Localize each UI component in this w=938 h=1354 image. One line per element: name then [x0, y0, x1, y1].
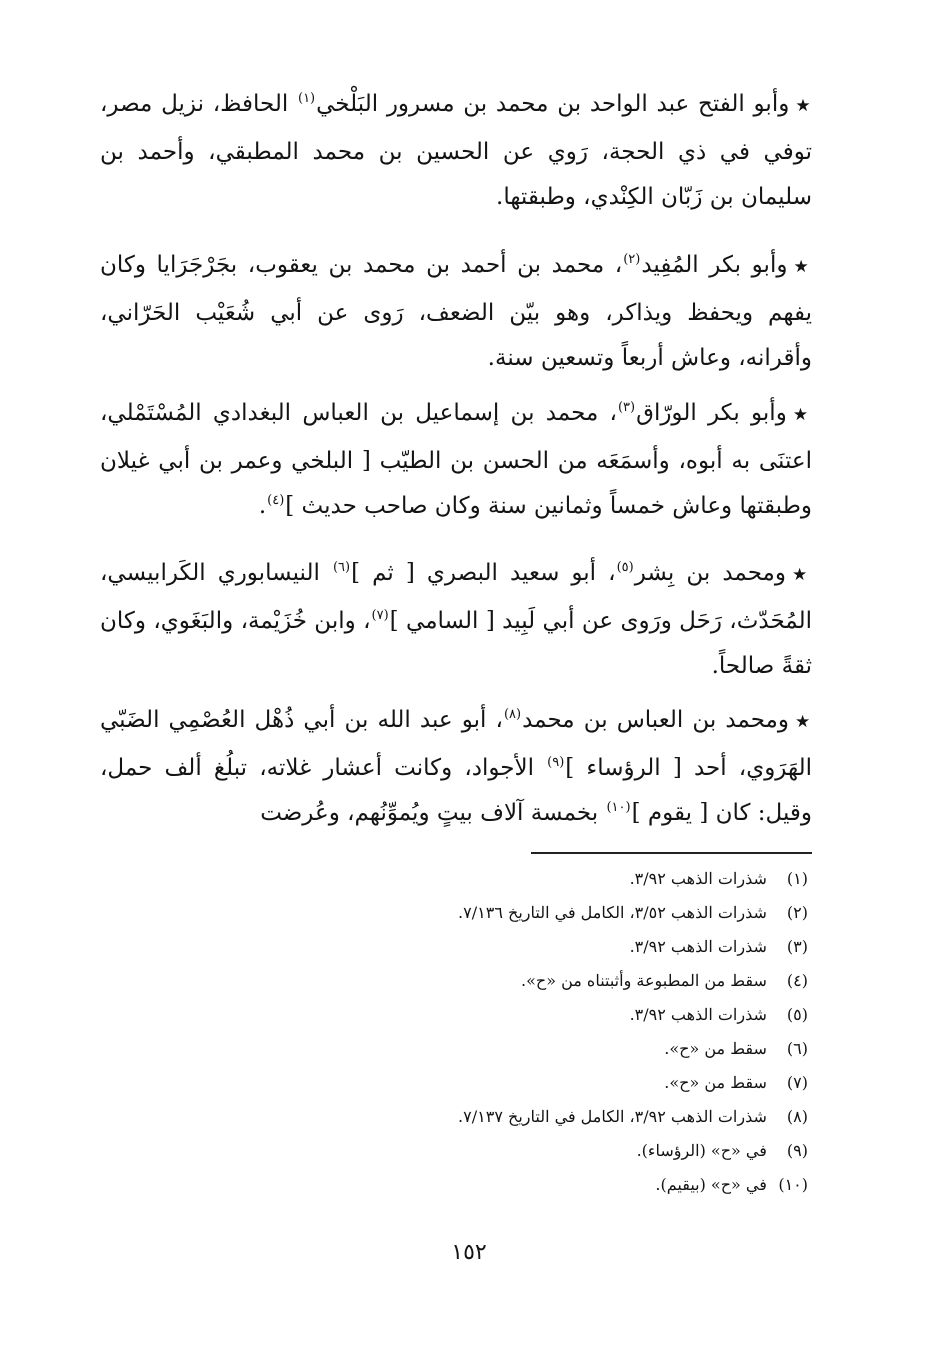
footnote-reference[interactable]: (٨) — [503, 707, 522, 722]
footnote-reference[interactable]: (٥) — [616, 560, 634, 575]
entry-text: النيسابوري الكَرابيسي، المُحَدّث، رَحَل ورَوى عن أبي لَبِيد [ السامي ] — [100, 560, 812, 634]
footnote-number: (٥) — [786, 1005, 808, 1024]
footnote-number: (٦) — [786, 1039, 808, 1058]
footnote-divider — [531, 852, 812, 854]
footnote-text: سقط من المطبوعة وأثبتناه من «ح». — [521, 971, 767, 990]
entry-text: الأجواد، وكانت أعشار غلاته، تبلُغ ألف حمل، وقيل: كان [ يقوم ] — [100, 754, 812, 826]
footnote-number: (٤) — [786, 971, 808, 990]
entry-text: ، وابن خُزَيْمة، والبَغَوي، وكان ثقةً صالحاً. — [100, 607, 812, 679]
footnote-text: شذرات الذهب ٣/٩٢. — [629, 1005, 767, 1024]
footnote-text: في «ح» (بيقيم). — [655, 1175, 767, 1194]
footnote-number: (٢) — [786, 903, 808, 922]
footnote-number: (٧) — [786, 1073, 808, 1092]
footnote-number: (٩) — [786, 1141, 808, 1160]
entry-text: ومحمد بن بِشر — [634, 560, 786, 586]
footnote-reference[interactable]: (٢) — [623, 252, 641, 267]
entry-text: وأبو بكر المُفِيد — [641, 252, 788, 278]
footnote-reference[interactable]: (٧) — [371, 607, 389, 623]
footnote-text: سقط من «ح». — [664, 1039, 767, 1058]
footnote-text: شذرات الذهب ٣/٩٢. — [629, 937, 767, 956]
page-number: ١٥٢ — [451, 1240, 487, 1265]
footnote-item — [248, 1168, 808, 1202]
biography-entry — [100, 551, 812, 690]
footnote-item — [248, 998, 808, 1032]
footnote-item — [248, 1100, 808, 1134]
biography-entry — [100, 698, 812, 837]
footnote-item — [248, 1134, 808, 1168]
footnote-text: شذرات الذهب ٣/٩٢. — [629, 869, 767, 888]
entry-text: بخمسة آلاف بيتٍ ويُموِّنُهم، وعُرضت — [260, 800, 606, 826]
entry-text: ، أبو عبد الله بن أبي ذُهْل العُصْمِي الضَبّي الهَرَوي، أحد [ الرؤساء ] — [100, 707, 812, 781]
footnote-reference[interactable]: (٦) — [332, 560, 351, 575]
entry-text: . — [258, 493, 267, 519]
entry-text: الحافظ، نزيل مصر، توفي في ذي الحجة، رَوي عن الحسين بن محمد المطبقي، وأحمد بن سليمان بن زَبّان الكِنْدي، وطبقتها. — [100, 91, 812, 210]
biography-entry — [100, 243, 812, 382]
entry-text: ، أبو سعيد البصري [ ثم ] — [351, 560, 616, 586]
star-icon: ★ — [792, 565, 812, 585]
footnote-text: في «ح» (الرؤساء). — [636, 1141, 767, 1160]
star-icon: ★ — [793, 257, 812, 277]
footnote-item — [248, 862, 808, 896]
footnote-item — [248, 896, 808, 930]
footnote-item — [248, 1066, 808, 1100]
footnote-text: شذرات الذهب ٣/٥٢، الكامل في التاريخ ٧/١٣٦. — [458, 903, 767, 922]
entry-text: ، محمد بن أحمد بن محمد بن يعقوب، بجَرْجَرَايا وكان يفهم ويحفظ ويذاكر، وهو بيّن الضعف، رَوى عن أبي شُعَيْب الحَرّاني، وأقرانه، وعاش أربعاً وتسعين سنة. — [100, 252, 812, 371]
entry-text: وأبو الفتح عبد الواحد بن محمد بن مسرور البَلْخي — [316, 91, 790, 117]
entry-text: ومحمد بن العباس بن محمد — [522, 707, 789, 733]
footnote-number: (١) — [786, 869, 808, 888]
entry-text: ، محمد بن إسماعيل بن العباس البغدادي المُسْتَمْلي، اعتنَى به أبوه، وأسمَعَه من الحسن بن الطيّب [ البلخي وعمر بن أبي غيلان وطبقتها وعاش خمساً وثمانين سنة وكان صاحب حديث ] — [100, 400, 812, 519]
footnote-reference[interactable]: (٣) — [617, 400, 636, 415]
footnote-number: (٨) — [786, 1107, 808, 1126]
biography-entry — [100, 391, 812, 530]
star-icon: ★ — [792, 405, 812, 425]
footnote-reference[interactable]: (١) — [297, 91, 316, 106]
star-icon: ★ — [795, 96, 812, 116]
biography-entry — [100, 82, 812, 221]
footnote-text: شذرات الذهب ٣/٩٢، الكامل في التاريخ ٧/١٣٧. — [458, 1107, 767, 1126]
footnotes-list — [248, 862, 808, 1202]
footnote-number: (١٠) — [778, 1175, 808, 1194]
footnote-item — [248, 964, 808, 998]
footnote-reference[interactable]: (٩) — [547, 754, 565, 770]
footnote-item — [248, 930, 808, 964]
entry-text: وأبو بكر الورّاق — [636, 400, 787, 426]
footnote-item — [248, 1032, 808, 1066]
footnote-reference[interactable]: (٤) — [267, 493, 285, 508]
footnote-reference[interactable]: (١٠) — [606, 800, 631, 815]
star-icon: ★ — [794, 712, 812, 732]
footnote-text: سقط من «ح». — [664, 1073, 767, 1092]
footnote-number: (٣) — [786, 937, 808, 956]
